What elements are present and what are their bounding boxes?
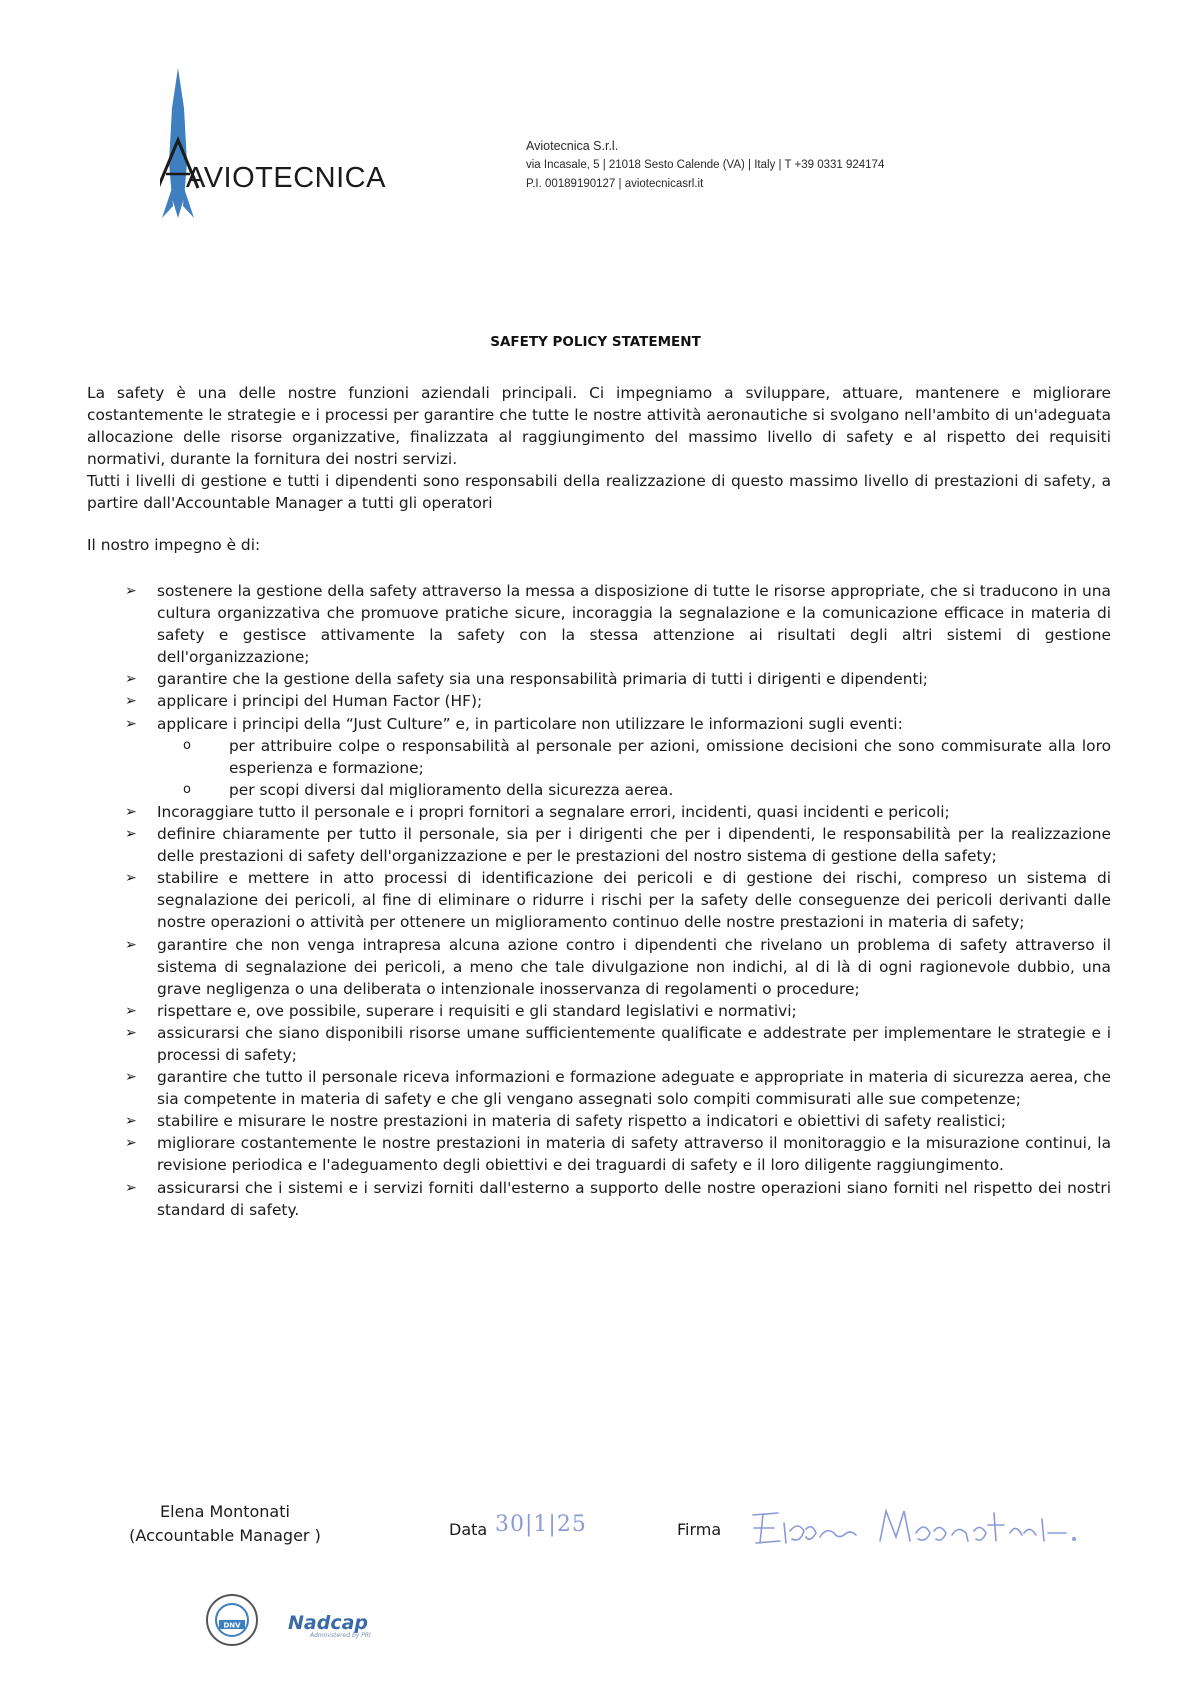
company-address: via Incasale, 5 | 21018 Sesto Calende (VA) | Italy | T +39 0331 924174 xyxy=(526,159,885,171)
arrow-bullet-icon: ➢ xyxy=(125,936,137,953)
nadcap-certification-badge xyxy=(288,1612,371,1639)
signatory-name: Elena Montonati xyxy=(160,1502,290,1521)
list-item xyxy=(87,867,1111,933)
list-item-text: applicare i principi del Human Factor (HF); xyxy=(157,692,483,711)
list-item xyxy=(87,690,1111,712)
handwritten-signature xyxy=(748,1503,1088,1557)
arrow-bullet-icon: ➢ xyxy=(125,1002,137,1019)
company-logo xyxy=(160,68,400,243)
arrow-bullet-icon: ➢ xyxy=(125,1113,137,1130)
list-item-text: garantire che la gestione della safety sia una responsabilità primaria di tutti i dirigenti e dipendenti; xyxy=(157,670,928,689)
sub-list xyxy=(157,735,1111,801)
list-item xyxy=(87,1066,1111,1110)
list-item-text: definire chiaramente per tutto il personale, sia per i dirigenti che per i dipendenti, le responsabilità per la realizzazione delle prestazioni di safety dell'organizzazione e per le prestazioni del nostro sistema di gestione della safety; xyxy=(157,825,1111,866)
nadcap-logo: Nadcap xyxy=(288,1612,369,1634)
logo-wordmark: AVIOTECNICA xyxy=(186,162,386,194)
date-label: Data xyxy=(449,1520,488,1539)
signature-scribble-icon xyxy=(748,1503,1088,1553)
arrow-bullet-icon: ➢ xyxy=(125,826,137,843)
company-info xyxy=(526,137,884,194)
list-item-text: assicurarsi che i sistemi e i servizi forniti dall'esterno a supporto delle nostre operazioni siano forniti nel rispetto dei nostri standard di safety. xyxy=(157,1178,1111,1219)
list-item-text: garantire che non venga intrapresa alcuna azione contro i dipendenti che rivelano un problema di safety attraverso il sistema di segnalazione dei pericoli, a meno che tale divulgazione non indichi, al di là di ogni ragionevole dubbio, una grave negligenza o una deliberata o intenzionale inosservanza di regolamenti o procedure; xyxy=(157,935,1111,998)
arrow-bullet-icon: ➢ xyxy=(125,870,137,887)
list-item-text: migliorare costantemente le nostre prestazioni in materia di safety attraverso il monitoraggio e la misurazione continui, la revisione periodica e l'adeguamento degli obiettivi e dei traguardi di safety e il loro diligente raggiungimento. xyxy=(157,1134,1111,1175)
sub-list-item-text: per attribuire colpe o responsabilità al personale per azioni, omissione decisioni che sono commisurate alla loro esperienza e formazione; xyxy=(229,736,1111,777)
signatory xyxy=(110,1500,340,1548)
company-name: Aviotecnica S.r.l. xyxy=(526,139,619,153)
list-item xyxy=(87,823,1111,867)
list-item-text: Incoraggiare tutto il personale e i propri fornitori a segnalare errori, incidenti, quasi incidenti e pericoli; xyxy=(157,802,950,821)
circle-bullet-icon: o xyxy=(183,781,191,797)
arrow-bullet-icon: ➢ xyxy=(125,583,137,599)
list-item xyxy=(87,1022,1111,1066)
list-item xyxy=(87,713,1111,801)
dnv-certification-badge xyxy=(204,1592,260,1652)
arrow-bullet-icon: ➢ xyxy=(125,671,137,688)
intro-text xyxy=(87,382,1111,514)
sub-list-item xyxy=(157,735,1111,779)
list-item-text: stabilire e mettere in atto processi di identificazione dei pericoli e di gestione dei rischi, compreso un sistema di segnalazione dei pericoli, al fine di eliminare o ridurre i rischi per la safety delle conseguenze dei pericoli derivanti dalle nostre operazioni o attività per ottenere un miglioramento continuo delle nostre prestazioni in materia di safety; xyxy=(157,869,1111,932)
sub-list-item xyxy=(157,779,1111,801)
rocket-logo-icon xyxy=(160,68,400,243)
dnv-seal-icon xyxy=(204,1592,260,1648)
list-item xyxy=(87,580,1111,668)
list-item xyxy=(87,1177,1111,1221)
date-value: 30|1|25 xyxy=(495,1512,587,1537)
document-title: SAFETY POLICY STATEMENT xyxy=(490,334,701,350)
circle-bullet-icon: o xyxy=(183,737,191,753)
arrow-bullet-icon: ➢ xyxy=(125,1069,137,1086)
commitment-label: Il nostro impegno è di: xyxy=(87,536,261,554)
intro-paragraph: La safety è una delle nostre funzioni aziendali principali. Ci impegniamo a sviluppare, attuare, mantenere e migliorare costantemente le strategie e i processi per garantire che tutte le nostre attività aeronautiche si svolgano nell'ambito di un'adeguata allocazione delle risorse organizzative, finalizzata al raggiungimento del massimo livello di safety e al rispetto dei requisiti normativi, durante la fornitura dei nostri servizi. xyxy=(87,384,1111,468)
commitment-list xyxy=(87,580,1111,1221)
list-item xyxy=(87,1000,1111,1022)
sub-list-item-text: per scopi diversi dal miglioramento della sicurezza aerea. xyxy=(229,780,674,799)
intro-paragraph: Tutti i livelli di gestione e tutti i dipendenti sono responsabili della realizzazione di questo massimo livello di prestazioni di safety, a partire dall'Accountable Manager a tutti gli operatori xyxy=(87,472,1111,512)
arrow-bullet-icon: ➢ xyxy=(125,803,137,820)
list-item-text: stabilire e misurare le nostre prestazioni in materia di safety rispetto a indicatori e obiettivi di safety realistici; xyxy=(157,1112,1007,1131)
list-item xyxy=(87,1132,1111,1176)
list-item xyxy=(87,934,1111,1000)
signatory-role: (Accountable Manager ) xyxy=(129,1526,321,1545)
company-vat: P.I. 00189190127 | aviotecnicasrl.it xyxy=(526,178,704,190)
list-item xyxy=(87,1110,1111,1132)
list-item-text: garantire che tutto il personale riceva informazioni e formazione adeguate e appropriate in materia di sicurezza aerea, che sia competente in materia di safety e che gli vengano assegnati solo compiti commisurati alle sue competenze; xyxy=(157,1068,1111,1109)
arrow-bullet-icon: ➢ xyxy=(125,715,137,732)
list-item-text: applicare i principi della “Just Culture” e, in particolare non utilizzare le informazioni sugli eventi: xyxy=(157,714,903,733)
signature-label: Firma xyxy=(677,1520,722,1539)
arrow-bullet-icon: ➢ xyxy=(125,1135,137,1152)
list-item-text: rispettare e, ove possibile, superare i requisiti e gli standard legislativi e normativi; xyxy=(157,1001,797,1020)
list-item xyxy=(87,668,1111,690)
arrow-bullet-icon: ➢ xyxy=(125,1179,137,1196)
dnv-label: DNV xyxy=(223,1621,241,1630)
list-item-text: assicurarsi che siano disponibili risorse umane sufficientemente qualificate e addestrate per implementare le strategie e i processi di safety; xyxy=(157,1023,1111,1064)
arrow-bullet-icon: ➢ xyxy=(125,1024,137,1041)
list-item-text: sostenere la gestione della safety attraverso la messa a disposizione di tutte le risorse appropriate, che si traducono in una cultura organizzativa che promuove pratiche sicure, incoraggia la segnalazione e la comunicazione efficace in materia di safety e gestisce attivamente la safety con la stessa attenzione ai risultati degli altri sistemi di gestione dell'organizzazione; xyxy=(157,582,1111,667)
arrow-bullet-icon: ➢ xyxy=(125,693,137,710)
list-item xyxy=(87,801,1111,823)
nadcap-subtitle: Administered by PRI xyxy=(310,1632,371,1639)
